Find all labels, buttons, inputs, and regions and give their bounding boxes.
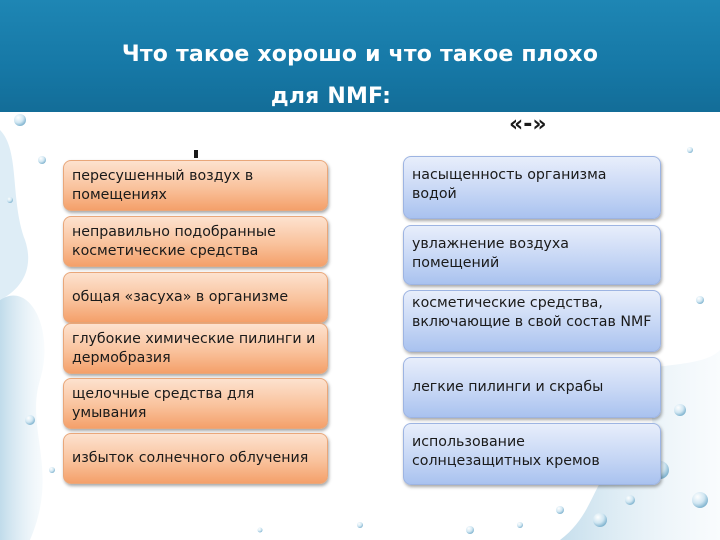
title-line-2: для NMF: bbox=[270, 84, 392, 109]
plus-sign-mark bbox=[194, 150, 198, 158]
negative-factor-item: щелочные средства для умывания bbox=[63, 378, 328, 429]
positive-factor-item: легкие пилинги и скрабы bbox=[403, 357, 661, 418]
negative-factor-item: неправильно подобранные косметические средства bbox=[63, 216, 328, 267]
title-line-1: Что такое хорошо и что такое плохо bbox=[121, 42, 599, 67]
negative-factor-item: общая «засуха» в организме bbox=[63, 272, 328, 323]
positive-factor-item: косметические средства, включающие в свой состав NMF bbox=[403, 290, 661, 352]
minus-sign-label: «-» bbox=[509, 112, 547, 137]
slide-title bbox=[0, 34, 720, 118]
negative-factor-item: избыток солнечного облучения bbox=[63, 433, 328, 484]
positive-factor-item: увлажнение воздуха помещений bbox=[403, 225, 661, 285]
positive-factor-item: использование солнцезащитных кремов bbox=[403, 423, 661, 485]
negative-factor-item: глубокие химические пилинги и дермобразия bbox=[63, 323, 328, 374]
positive-factor-item: насыщенность организма водой bbox=[403, 156, 661, 219]
negative-factor-item: пересушенный воздух в помещениях bbox=[63, 160, 328, 211]
